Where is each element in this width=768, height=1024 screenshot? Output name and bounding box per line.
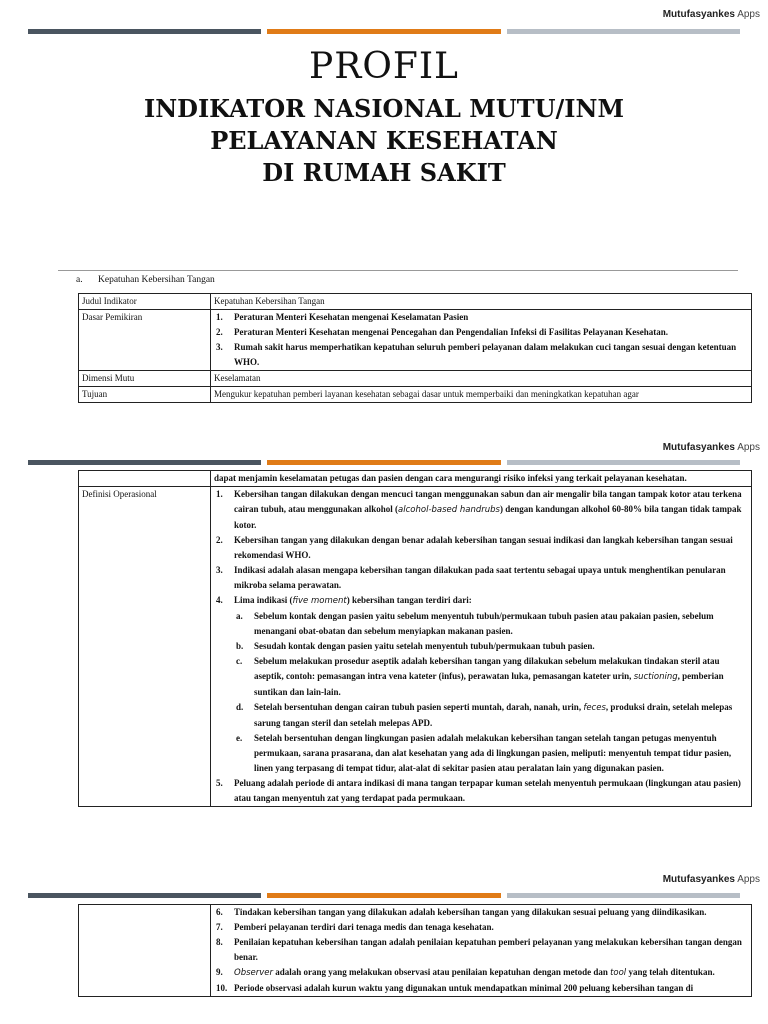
row-key: Tujuan bbox=[79, 387, 211, 403]
table-row bbox=[79, 471, 752, 487]
numbered-list bbox=[214, 487, 748, 806]
lettered-list bbox=[234, 609, 748, 776]
brand-label: Mutufasyankes Apps bbox=[662, 442, 760, 453]
list-item: b. Sesudah kontak dengan pasien yaitu setelah menyentuh tubuh/permukaan tubuh pasien. bbox=[236, 641, 595, 651]
numbered-list bbox=[214, 905, 748, 996]
list-item: c. Sebelum melakukan prosedur aseptik adalah kebersihan tangan yang dilakukan sebelum melakukan tindakan steril atau aseptik, contoh: pemasangan intra vena kateter (infus), perawatan luka, pemasangan kateter urin, suctioning, pemberian suntikan dan lain-lain. bbox=[236, 656, 724, 697]
document-subtitle: INDIKATOR NASIONAL MUTU/INM PELAYANAN KESEHATAN DI RUMAH SAKIT bbox=[143, 94, 625, 187]
list-item: 2. Peraturan Menteri Kesehatan mengenai Pencegahan dan Pengendalian Infeksi di Fasilitas Pelayanan Kesehatan. bbox=[216, 327, 669, 337]
list-item: 4. Lima indikasi (five moment) kebersihan tangan terdiri dari: a. Sebelum kontak dengan pasien yaitu sebelum menyentuh tubuh/permukaan tubuh pasien atau pakaian pasien, sebelum menangani obat-obatan dan sebelum menyiapkan makanan pasien. b. Sesudah kontak dengan pasien yaitu setelah menyentuh tubuh/permukaan tubuh pasien. c. Sebelum melakukan prosedur aseptik adalah kebersihan tangan yang dilakukan sebelum melakukan tindakan steril atau aseptik, contoh: pemasangan intra vena kateter (infus), perawatan luka, pemasangan kateter urin, suctioning, pemberian suntikan dan lain-lain. d. Setelah bersentuhan dengan cairan tubuh pasien seperti muntah, darah, nanah, urin, feces, produksi drain, setelah melepas sarung tangan steril dan setelah melepas APD. e. Setelah bersentuhan dengan lingkungan pasien adalah melakukan kebersihan tangan setelah tangan petugas menyentuh permukaan, sarana prasarana, dan alat kesehatan yang ada di lingkungan pasien, meliputi: menyentuh tempat tidur pasien, linen yang terpasang di tempat tidur, alat-alat di sekitar pasien atau peralatan lain yang digunakan pasien. bbox=[214, 593, 748, 776]
list-item: 5. Peluang adalah periode di antara indikasi di mana tangan terpapar kuman setelah menyentuh permukaan (lingkungan atau pasien) atau tangan menyentuh zat yang terdapat pada permukaan. bbox=[216, 778, 741, 803]
list-item: 3. Rumah sakit harus memperhatikan kepatuhan seluruh pemberi pelayanan dalam melakukan cuci tangan sesuai dengan ketentuan WHO. bbox=[216, 342, 737, 367]
brand-label: Mutufasyankes Apps bbox=[662, 874, 760, 885]
row-key: Judul Indikator bbox=[79, 294, 211, 310]
divider-line bbox=[58, 270, 738, 271]
numbered-list bbox=[214, 310, 748, 370]
list-item: 8. Penilaian kepatuhan kebersihan tangan adalah penilaian kepatuhan pemberi pelayanan yang melakukan kebersihan tangan dengan benar. bbox=[216, 937, 742, 962]
table-row bbox=[79, 487, 752, 807]
row-value: Kepatuhan Kebersihan Tangan bbox=[211, 294, 752, 310]
document-title: PROFIL bbox=[309, 46, 459, 87]
row-value: Mengukur kepatuhan pemberi layanan kesehatan sebagai dasar untuk memperbaiki dan meningkatkan kepatuhan agar bbox=[211, 387, 752, 403]
row-value: Keselamatan bbox=[211, 371, 752, 387]
list-item: e. Setelah bersentuhan dengan lingkungan pasien adalah melakukan kebersihan tangan setelah tangan petugas menyentuh permukaan, sarana prasarana, dan alat kesehatan yang ada di lingkungan pasien, meliputi: menyentuh tempat tidur pasien, linen yang terpasang di tempat tidur, alat-alat di sekitar pasien atau peralatan lain yang digunakan pasien. bbox=[236, 733, 732, 773]
header-color-bars bbox=[28, 29, 740, 34]
row-key: Dasar Pemikiran bbox=[79, 310, 211, 371]
row-key: Definisi Operasional bbox=[79, 487, 211, 807]
indicator-table-page2 bbox=[78, 470, 752, 807]
section-heading: a. Kepatuhan Kebersihan Tangan bbox=[76, 275, 215, 285]
indicator-table-page3 bbox=[78, 904, 752, 997]
row-key: Dimensi Mutu bbox=[79, 371, 211, 387]
list-item: 6. Tindakan kebersihan tangan yang dilakukan adalah kebersihan tangan yang dilakukan sesuai peluang yang diindikasikan. bbox=[216, 907, 707, 917]
list-item: 1. Peraturan Menteri Kesehatan mengenai Keselamatan Pasien bbox=[216, 312, 469, 322]
list-item: a. Sebelum kontak dengan pasien yaitu sebelum menyentuh tubuh/permukaan tubuh pasien atau pakaian pasien, sebelum menangani obat-obatan dan sebelum menyiapkan makanan pasien. bbox=[236, 611, 714, 636]
indicator-table-page1 bbox=[78, 293, 752, 403]
list-item: 9. Observer adalah orang yang melakukan observasi atau penilaian kepatuhan dengan metode dan tool yang telah ditentukan. bbox=[216, 967, 715, 978]
header-color-bars bbox=[28, 893, 740, 898]
table-row bbox=[79, 310, 752, 371]
header-color-bars bbox=[28, 460, 740, 465]
list-item: d. Setelah bersentuhan dengan cairan tubuh pasien seperti muntah, darah, nanah, urin, feces, produksi drain, setelah melepas sarung tangan steril dan setelah melepas APD. bbox=[236, 702, 733, 728]
list-item: 2. Kebersihan tangan yang dilakukan dengan benar adalah kebersihan tangan sesuai indikasi dan langkah kebersihan tangan sesuai rekomendasi WHO. bbox=[216, 535, 733, 560]
table-row bbox=[79, 294, 752, 310]
list-item: 3. Indikasi adalah alasan mengapa kebersihan tangan dilakukan pada saat tertentu sebagai upaya untuk menghentikan penularan mikroba selama perawatan. bbox=[216, 565, 726, 590]
table-row bbox=[79, 371, 752, 387]
list-item: 10. Periode observasi adalah kurun waktu yang digunakan untuk mendapatkan minimal 200 peluang kebersihan tangan di bbox=[216, 983, 694, 993]
list-item: 1. Kebersihan tangan dilakukan dengan mencuci tangan menggunakan sabun dan air mengalir bila tangan tampak kotor atau terkena cairan tubuh, atau menggunakan alkohol (alcohol-based handrubs) dengan kandungan alkohol 60-80% bila tangan tidak tampak kotor. bbox=[216, 489, 742, 530]
table-row bbox=[79, 905, 752, 997]
brand-label: Mutufasyankes Apps bbox=[662, 9, 760, 20]
table-row bbox=[79, 387, 752, 403]
list-item: 7. Pemberi pelayanan terdiri dari tenaga medis dan tenaga kesehatan. bbox=[216, 922, 494, 932]
row-value: dapat menjamin keselamatan petugas dan pasien dengan cara mengurangi risiko infeksi yang terkait pelayanan kesehatan. bbox=[211, 471, 752, 487]
